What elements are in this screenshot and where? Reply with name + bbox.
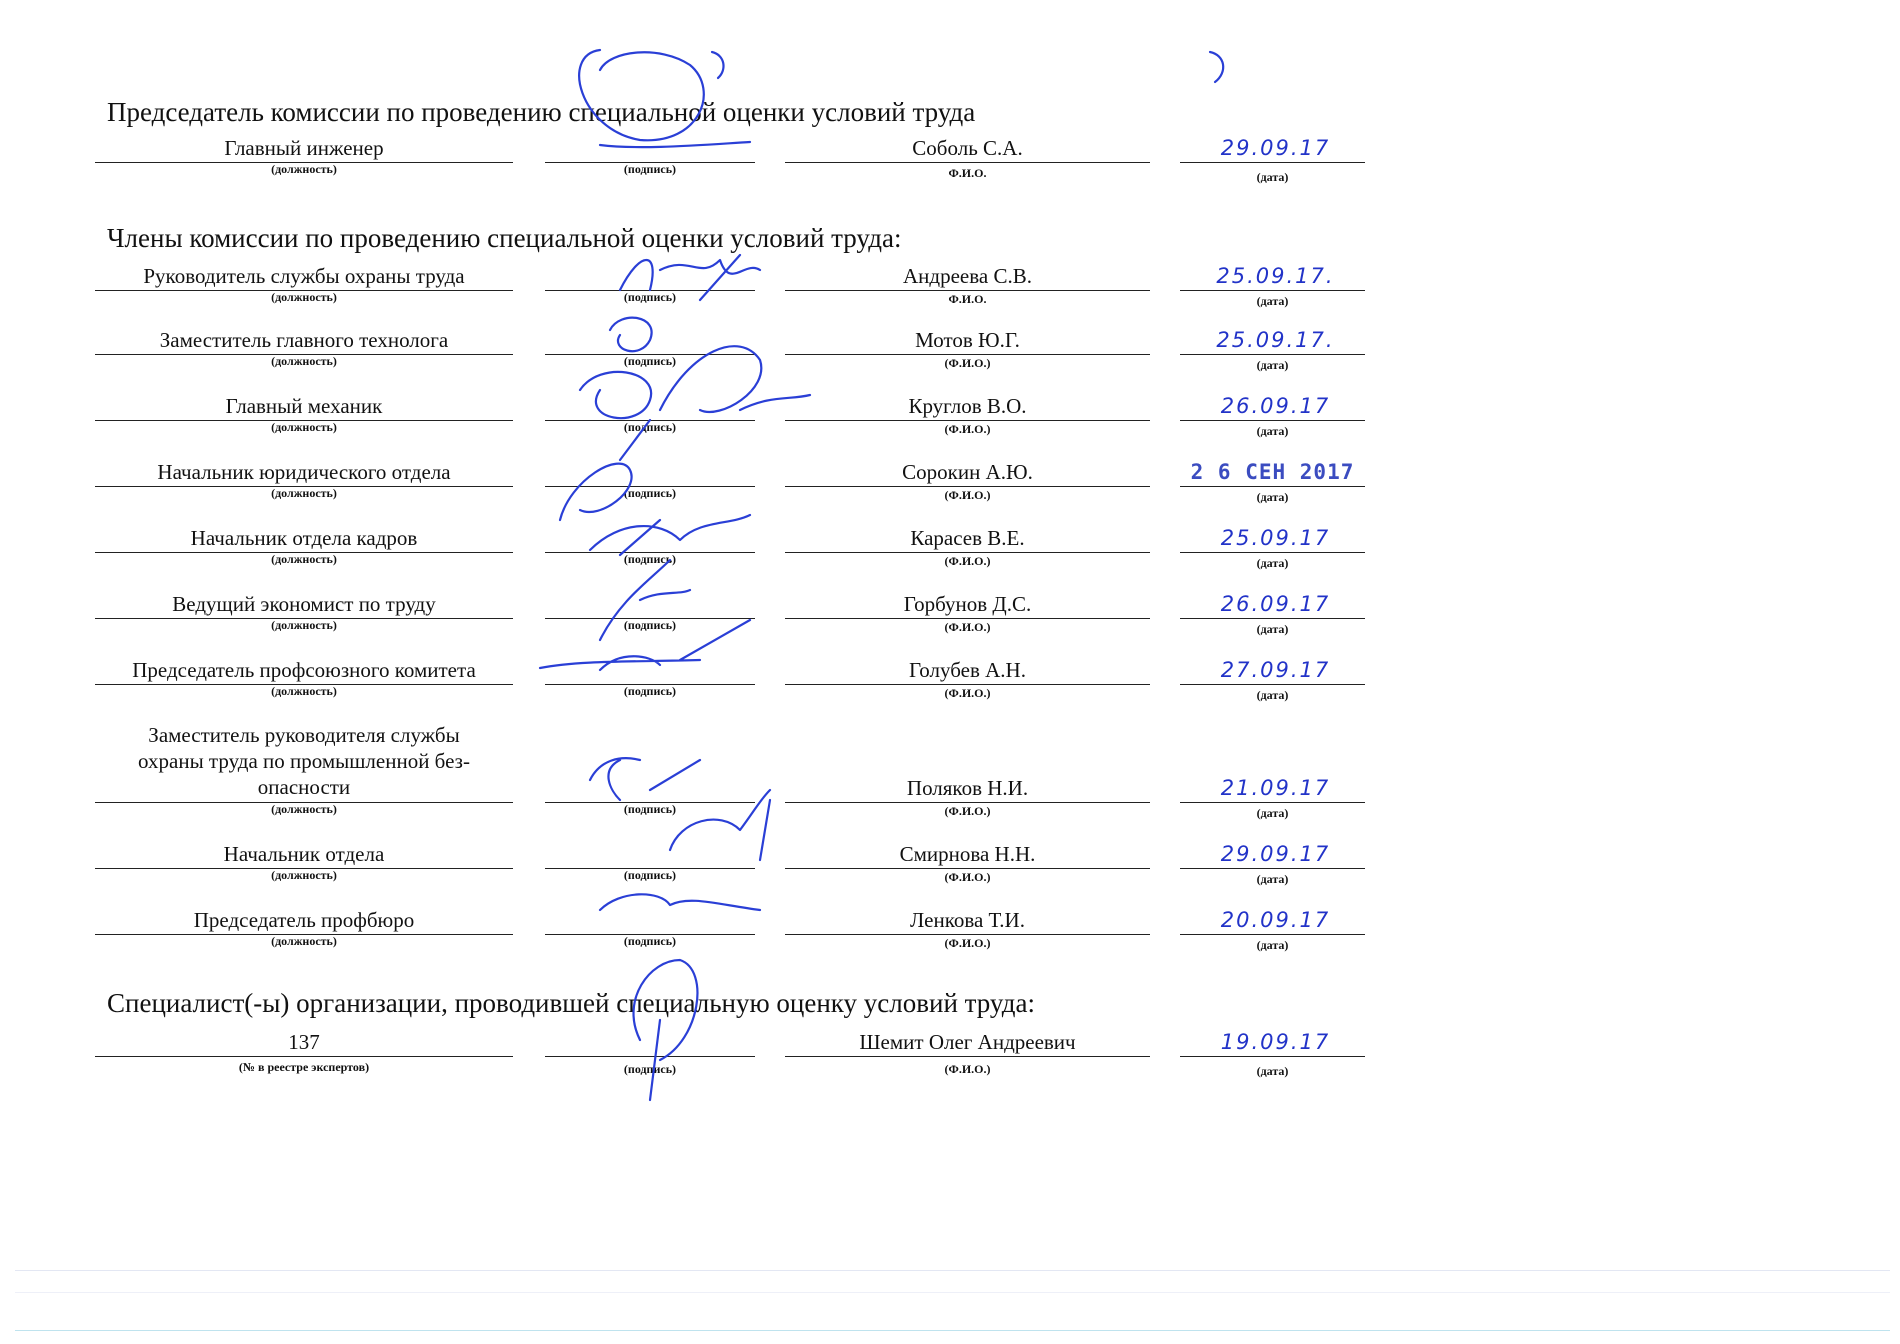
position-caption: (должность): [271, 934, 337, 948]
member-row: [0, 826, 1900, 896]
member-position: Руководитель службы охраны труда: [143, 264, 465, 288]
scan-artifact-line: [15, 1270, 1890, 1271]
underline: [785, 618, 1150, 619]
position-caption: (должность): [271, 618, 337, 632]
member-name-field: [785, 444, 1150, 484]
member-name: Смирнова Н.Н.: [899, 842, 1036, 866]
member-name-field: [785, 510, 1150, 550]
name-caption: (Ф.И.О.): [944, 936, 991, 950]
member-name: Карасев В.Е.: [910, 526, 1025, 550]
signature-caption: (подпись): [623, 290, 677, 304]
member-name-field: [785, 826, 1150, 866]
member-name: Сорокин А.Ю.: [902, 460, 1033, 484]
registry-number: 137: [288, 1030, 320, 1054]
signature-caption: (подпись): [623, 420, 677, 434]
member-name-field: [785, 576, 1150, 616]
member-name-field: [785, 378, 1150, 418]
member-row: [0, 510, 1900, 580]
member-signature-field: [545, 892, 755, 932]
date-caption: (дата): [1256, 424, 1289, 438]
member-date-field: [1180, 248, 1365, 288]
underline: [785, 552, 1150, 553]
member-signature-field: [545, 312, 755, 352]
member-position-field: [95, 576, 513, 616]
signature-caption: (подпись): [623, 802, 677, 816]
member-row: [0, 248, 1900, 318]
member-position: Начальник юридического отдела: [157, 460, 451, 484]
position-caption: (должность): [271, 684, 337, 698]
member-name-field: [785, 892, 1150, 932]
underline: [545, 1056, 755, 1057]
signature-caption: (подпись): [623, 552, 677, 566]
member-date: 25.09.17: [1220, 526, 1331, 550]
name-caption: Ф.И.О.: [948, 292, 987, 306]
member-date: 25.09.17.: [1216, 328, 1335, 352]
member-position: Ведущий экономист по труду: [172, 592, 436, 616]
member-name: Поляков Н.И.: [906, 776, 1029, 800]
member-date-field: [1180, 510, 1365, 550]
member-position: Начальник отдела: [223, 842, 385, 866]
member-date-field: [1180, 444, 1365, 484]
date-caption: (дата): [1256, 938, 1289, 952]
member-name: Круглов В.О.: [908, 394, 1027, 418]
member-date-field: [1180, 576, 1365, 616]
underline: [1180, 420, 1365, 421]
underline: [95, 1056, 513, 1057]
chairman-date: 29.09.17: [1220, 136, 1331, 160]
position-caption: (должность): [271, 420, 337, 434]
member-position: Главный механик: [225, 394, 383, 418]
member-row: [0, 576, 1900, 646]
position-caption: (должность): [271, 354, 337, 368]
underline: [1180, 868, 1365, 869]
member-signature-field: [545, 444, 755, 484]
name-caption: (Ф.И.О.): [944, 870, 991, 884]
position-caption: (должность): [271, 868, 337, 882]
member-date-field: [1180, 760, 1365, 800]
scan-artifact-line: [15, 1330, 1890, 1331]
chairman-signature-field: [545, 120, 755, 160]
date-caption: (дата): [1256, 358, 1289, 372]
member-position-field: [95, 312, 513, 352]
member-position: Председатель профбюро: [193, 908, 415, 932]
name-caption: (Ф.И.О.): [944, 356, 991, 370]
specialist-name: Шемит Олег Андреевич: [859, 1030, 1076, 1054]
member-date-field: [1180, 378, 1365, 418]
member-signature-field: [545, 826, 755, 866]
member-position-field: [95, 378, 513, 418]
signature-caption: (подпись): [623, 354, 677, 368]
member-name: Горбунов Д.С.: [903, 592, 1032, 616]
member-position: Заместитель руководителя службы охраны труда по промышленной без-опасности: [138, 723, 470, 799]
registry-field: [95, 1014, 513, 1054]
chairman-signature-mark: [712, 52, 724, 78]
chairman-name-field: [785, 120, 1150, 160]
chairman-date-field: [1180, 120, 1365, 160]
member-position-field: [95, 248, 513, 288]
name-caption: Ф.И.О.: [948, 166, 987, 180]
name-caption: (Ф.И.О.): [944, 620, 991, 634]
signature-caption: (подпись): [623, 1062, 677, 1076]
member-name: Голубев А.Н.: [909, 658, 1026, 682]
underline: [1180, 802, 1365, 803]
member-date-field: [1180, 892, 1365, 932]
member-position-field: [95, 720, 513, 800]
position-caption: (должность): [271, 486, 337, 500]
name-caption: (Ф.И.О.): [944, 804, 991, 818]
name-caption: (Ф.И.О.): [944, 1062, 991, 1076]
member-position-field: [95, 892, 513, 932]
date-caption: (дата): [1256, 872, 1289, 886]
date-caption: (дата): [1256, 688, 1289, 702]
underline: [1180, 354, 1365, 355]
chairman-position-field: [95, 120, 513, 160]
underline: [785, 486, 1150, 487]
member-name: Андреева С.В.: [903, 264, 1032, 288]
chairman-row: [0, 120, 1900, 190]
specialist-signature-field: [545, 1014, 755, 1054]
signature-caption: (подпись): [623, 868, 677, 882]
position-caption: (должность): [271, 802, 337, 816]
member-name-field: [785, 248, 1150, 288]
member-date: 26.09.17: [1220, 592, 1331, 616]
member-position-field: [95, 444, 513, 484]
registry-caption: (№ в реестре экспертов): [238, 1060, 370, 1074]
signature-caption: (подпись): [623, 684, 677, 698]
member-position: Начальник отдела кадров: [190, 526, 418, 550]
underline: [785, 354, 1150, 355]
signature-caption: (подпись): [623, 162, 677, 176]
member-date-field: [1180, 826, 1365, 866]
member-row: [0, 378, 1900, 448]
date-caption: (дата): [1256, 806, 1289, 820]
underline: [785, 1056, 1150, 1057]
member-row: [0, 444, 1900, 514]
underline: [1180, 1056, 1365, 1057]
member-signature-field: [545, 760, 755, 800]
underline: [785, 868, 1150, 869]
underline: [1180, 684, 1365, 685]
date-caption: (дата): [1256, 622, 1289, 636]
member-date: 21.09.17: [1220, 776, 1331, 800]
underline: [1180, 290, 1365, 291]
name-caption: (Ф.И.О.): [944, 488, 991, 502]
member-position-field: [95, 826, 513, 866]
specialist-name-field: [785, 1014, 1150, 1054]
position-caption: (должность): [271, 162, 337, 176]
scan-artifact-line: [15, 1292, 1890, 1293]
page-mark: [1210, 52, 1223, 82]
chairman-name: Соболь С.А.: [912, 136, 1023, 160]
member-row: [0, 312, 1900, 382]
member-date-field: [1180, 642, 1365, 682]
member-name-field: [785, 312, 1150, 352]
underline: [1180, 486, 1365, 487]
underline: [785, 934, 1150, 935]
chairman-heading: Председатель комиссии по проведению специальной оценки условий труда: [107, 97, 976, 127]
chairman-position: Главный инженер: [224, 136, 384, 160]
specialist-date: 19.09.17: [1220, 1030, 1331, 1054]
specialist-heading: Специалист(-ы) организации, проводившей специальную оценку условий труда:: [107, 988, 1035, 1018]
underline: [1180, 162, 1365, 163]
underline: [1180, 618, 1365, 619]
underline: [785, 420, 1150, 421]
signature-caption: (подпись): [623, 618, 677, 632]
member-date: 26.09.17: [1220, 394, 1331, 418]
signature-caption: (подпись): [623, 486, 677, 500]
position-caption: (должность): [271, 552, 337, 566]
underline: [785, 802, 1150, 803]
underline: [1180, 552, 1365, 553]
member-date: 27.09.17: [1220, 658, 1331, 682]
member-row: [0, 892, 1900, 962]
member-row: [0, 723, 1900, 830]
date-caption: (дата): [1256, 1064, 1289, 1078]
name-caption: (Ф.И.О.): [944, 422, 991, 436]
member-position: Председатель профсоюзного комитета: [132, 658, 476, 682]
date-caption: (дата): [1256, 556, 1289, 570]
member-signature-field: [545, 248, 755, 288]
member-row: [0, 642, 1900, 712]
member-name-field: [785, 642, 1150, 682]
specialist-row: [0, 1014, 1900, 1084]
member-signature-field: [545, 510, 755, 550]
member-name: Ленкова Т.И.: [910, 908, 1025, 932]
member-position: Заместитель главного технолога: [159, 328, 449, 352]
date-caption: (дата): [1256, 170, 1289, 184]
member-name-field: [785, 760, 1150, 800]
signature-caption: (подпись): [623, 934, 677, 948]
position-caption: (должность): [271, 290, 337, 304]
date-caption: (дата): [1256, 294, 1289, 308]
name-caption: (Ф.И.О.): [944, 554, 991, 568]
underline: [785, 290, 1150, 291]
member-date-field: [1180, 312, 1365, 352]
member-signature-field: [545, 378, 755, 418]
name-caption: (Ф.И.О.): [944, 686, 991, 700]
member-date: 20.09.17: [1220, 908, 1331, 932]
underline: [785, 684, 1150, 685]
member-name: Мотов Ю.Г.: [915, 328, 1020, 352]
date-caption: (дата): [1256, 490, 1289, 504]
member-position-field: [95, 510, 513, 550]
member-date: 25.09.17.: [1216, 264, 1335, 288]
specialist-date-field: [1180, 1014, 1365, 1054]
member-date: 2 6 СЕН 2017: [1190, 460, 1355, 484]
member-signature-field: [545, 576, 755, 616]
member-date: 29.09.17: [1220, 842, 1331, 866]
underline: [785, 162, 1150, 163]
member-position-field: [95, 642, 513, 682]
member-signature-field: [545, 642, 755, 682]
underline: [1180, 934, 1365, 935]
members-heading: Члены комиссии по проведению специальной оценки условий труда:: [107, 223, 902, 253]
